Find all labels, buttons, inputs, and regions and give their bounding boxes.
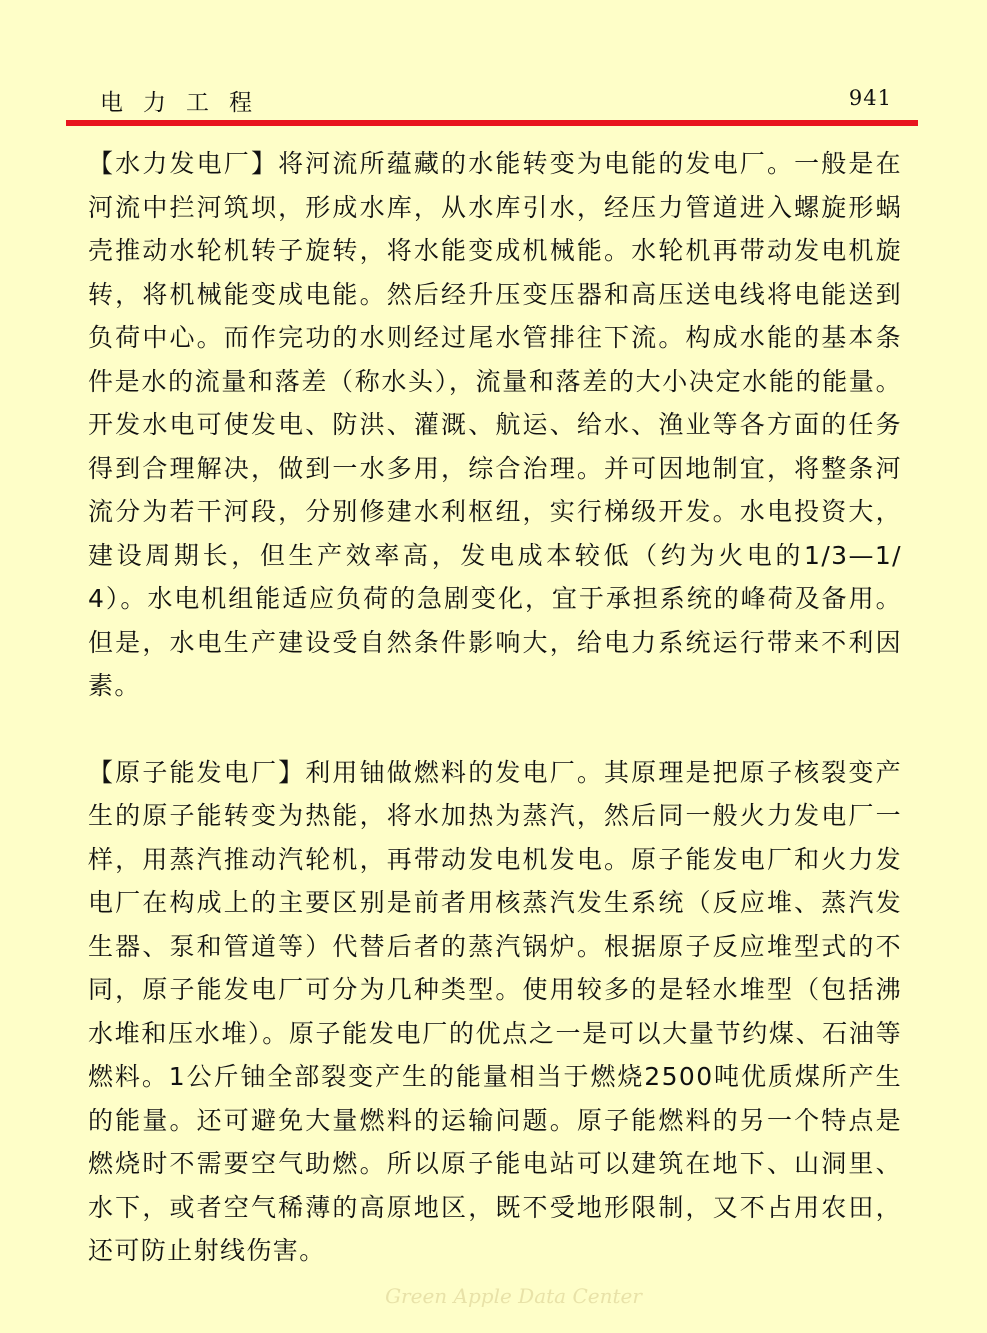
page-header [100,84,892,116]
header-rule [66,120,918,126]
entry-nuclear-power-plant: 【原子能发电厂】利用铀做燃料的发电厂。其原理是把原子核裂变产生的原子能转变为热能，将水加热为蒸汽，然后同一般火力发电厂一样，用蒸汽推动汽轮机，再带动发电机发电。原子能发电厂和火力发电厂在构成上的主要区别是前者用核蒸汽发生系统（反应堆、蒸汽发生器、泵和管道等）代替后者的蒸汽锅炉。根据原子反应堆型式的不同，原子能发电厂可分为几种类型。使用较多的是轻水堆型（包括沸水堆和压水堆）。原子能发电厂的优点之一是可以大量节约煤、石油等燃料。1公斤铀全部裂变产生的能量相当于燃烧2500吨优质煤所产生的能量。还可避免大量燃料的运输问题。原子能燃料的另一个特点是燃烧时不需要空气助燃。所以原子能电站可以建筑在地下、山洞里、水下，或者空气稀薄的高原地区，既不受地形限制，又不占用农田，还可防止射线伤害。 [88,757,902,1265]
header-title: 电力工程 [100,90,272,116]
article-body [88,142,902,1273]
watermark: Green Apple Data Center [385,1284,642,1308]
entry-hydropower-plant: 【水力发电厂】将河流所蕴藏的水能转变为电能的发电厂。一般是在河流中拦河筑坝，形成水库，从水库引水，经压力管道进入螺旋形蜗壳推动水轮机转子旋转，将水能变成机械能。水轮机再带动发电机旋转，将机械能变成电能。然后经升压变压器和高压送电线将电能送到负荷中心。而作完功的水则经过尾水管排往下流。构成水能的基本条件是水的流量和落差（称水头），流量和落差的大小决定水能的能量。开发水电可使发电、防洪、灌溉、航运、给水、渔业等各方面的任务得到合理解决，做到一水多用，综合治理。并可因地制宜，将整条河流分为若干河段，分别修建水利枢纽，实行梯级开发。水电投资大，建设周期长，但生产效率高，发电成本较低（约为火电的1/3—1/4）。水电机组能适应负荷的急剧变化，宜于承担系统的峰荷及备用。但是，水电生产建设受自然条件影响大，给电力系统运行带来不利因素。 [88,149,902,700]
page-number: 941 [848,86,892,110]
